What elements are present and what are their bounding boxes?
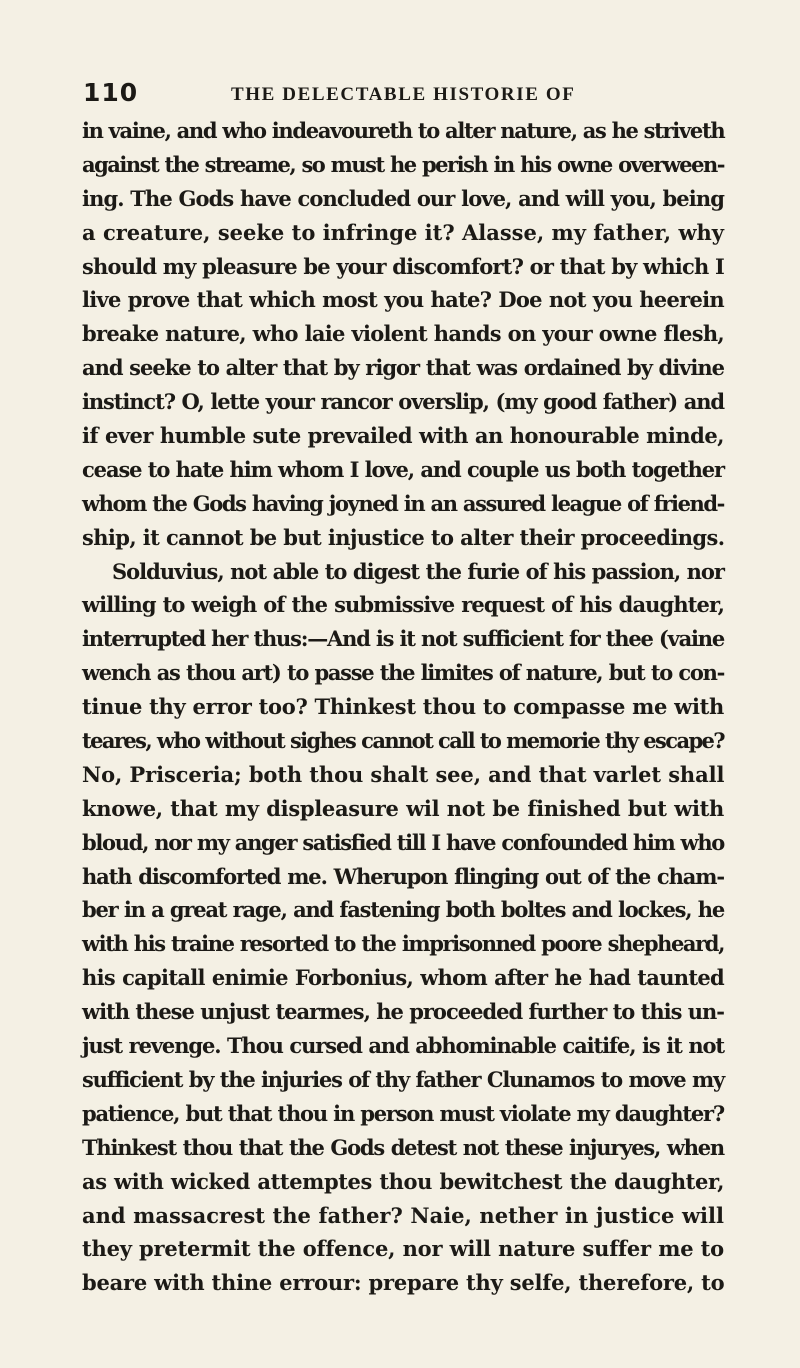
text-line: ber in a great rage, and fastening both boltes and lockes, he	[82, 897, 724, 923]
text-line: Solduvius, not able to digest the furie of his passion, nor	[112, 558, 724, 584]
page-number: 110	[83, 78, 139, 107]
text-line: teares, who without sighes cannot call to memorie thy escape?	[82, 728, 724, 754]
text-line: with these unjust tearmes, he proceeded further to this un-	[82, 999, 724, 1025]
text-line: and massacrest the father? Naie, nether in justice will	[82, 1202, 724, 1228]
text-line: interrupted her thus:—And is it not sufficient for thee (vaine	[82, 626, 724, 652]
text-line: ing. The Gods have concluded our love, and will you, being	[82, 185, 724, 211]
text-line: knowe, that my displeasure wil not be finished but with	[82, 795, 724, 821]
text-line: willing to weigh of the submissive request of his daughter,	[82, 592, 724, 618]
text-line: whom the Gods having joyned in an assured league of friend-	[82, 490, 724, 516]
text-line: patience, but that thou in person must violate my daughter?	[82, 1100, 724, 1126]
body-text	[82, 114, 724, 1300]
text-line: if ever humble sute prevailed with an honourable minde,	[82, 423, 724, 449]
text-line: and seeke to alter that by rigor that was ordained by divine	[82, 355, 724, 381]
text-line: beare with thine errour: prepare thy selfe, therefore, to	[82, 1270, 725, 1296]
text-line: just revenge. Thou cursed and abhominable caitife, is it not	[82, 1033, 724, 1059]
text-line: should my pleasure be your discomfort? or that by which I	[82, 253, 724, 279]
text-line: sufficient by the injuries of thy father Clunamos to move my	[82, 1066, 724, 1092]
text-line: bloud, nor my anger satisfied till I have confounded him who	[82, 829, 724, 855]
text-line: instinct? O, lette your rancor overslip, (my good father) and	[82, 389, 724, 415]
text-line: a creature, seeke to infringe it? Alasse, my father, why	[82, 219, 724, 245]
text-line: No, Prisceria; both thou shalt see, and that varlet shall	[82, 761, 725, 787]
text-line: Thinkest thou that the Gods detest not these injuryes, when	[82, 1134, 724, 1160]
running-head: THE DELECTABLE HISTORIE OF	[231, 84, 576, 105]
text-line: they pretermit the offence, nor will nature suffer me to	[82, 1236, 724, 1262]
text-line: breake nature, who laie violent hands on your owne flesh,	[82, 321, 724, 347]
text-line: hath discomforted me. Wherupon flinging out of the cham-	[82, 863, 724, 889]
text-line: in vaine, and who indeavoureth to alter nature, as he striveth	[82, 118, 725, 143]
text-line: against the streame, so must he perish in his owne overween-	[82, 151, 724, 177]
text-line: wench as thou art) to passe the limites of nature, but to con-	[82, 660, 724, 686]
text-line: as with wicked attemptes thou bewitchest the daughter,	[82, 1168, 724, 1194]
text-line: with his traine resorted to the imprisonned poore shepheard,	[82, 931, 724, 957]
page-header	[83, 78, 723, 118]
text-line: his capitall enimie Forbonius, whom after he had taunted	[82, 965, 724, 991]
text-line: ship, it cannot be but injustice to alter their proceedings.	[82, 524, 725, 550]
text-line: tinue thy error too? Thinkest thou to compasse me with	[82, 694, 724, 720]
text-line: cease to hate him whom I love, and couple us both together	[82, 456, 724, 482]
text-line: live prove that which most you hate? Doe not you heerein	[82, 287, 724, 313]
